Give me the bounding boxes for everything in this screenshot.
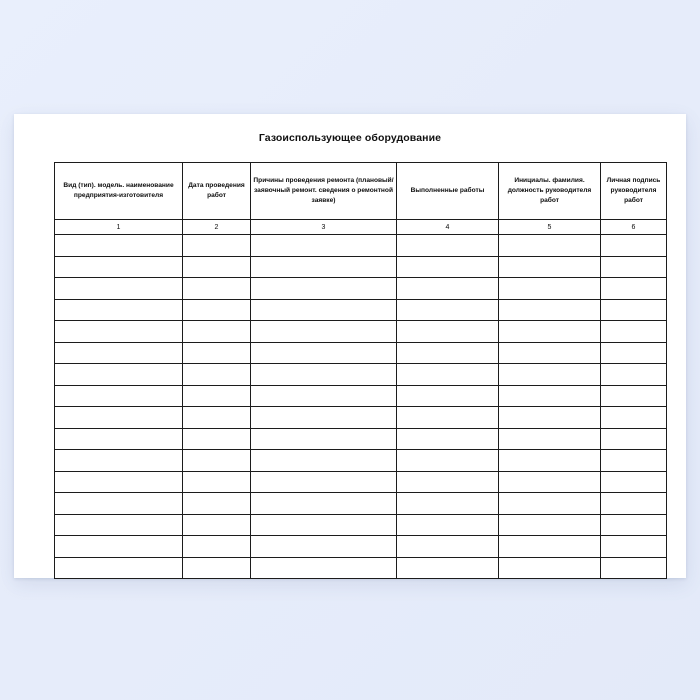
table-row bbox=[55, 471, 667, 493]
table-header-row bbox=[55, 163, 667, 220]
cell-works-done[interactable] bbox=[397, 364, 499, 386]
cell-reason[interactable] bbox=[251, 278, 397, 300]
register-table bbox=[54, 162, 667, 579]
cell-supervisor[interactable] bbox=[499, 321, 601, 343]
table-row bbox=[55, 256, 667, 278]
table-body bbox=[55, 235, 667, 579]
cell-reason[interactable] bbox=[251, 299, 397, 321]
cell-signature[interactable] bbox=[601, 514, 667, 536]
cell-reason[interactable] bbox=[251, 514, 397, 536]
cell-date[interactable] bbox=[183, 321, 251, 343]
cell-equipment[interactable] bbox=[55, 407, 183, 429]
column-header-supervisor: Инициалы. фамилия. должность руководителя работ bbox=[499, 163, 601, 220]
document-sheet bbox=[14, 114, 686, 578]
cell-reason[interactable] bbox=[251, 256, 397, 278]
cell-works-done[interactable] bbox=[397, 299, 499, 321]
column-number-row bbox=[55, 220, 667, 235]
cell-equipment[interactable] bbox=[55, 471, 183, 493]
cell-supervisor[interactable] bbox=[499, 493, 601, 515]
cell-reason[interactable] bbox=[251, 321, 397, 343]
cell-signature[interactable] bbox=[601, 385, 667, 407]
table-row bbox=[55, 364, 667, 386]
cell-supervisor[interactable] bbox=[499, 536, 601, 558]
cell-equipment[interactable] bbox=[55, 536, 183, 558]
cell-equipment[interactable] bbox=[55, 342, 183, 364]
cell-reason[interactable] bbox=[251, 471, 397, 493]
table-row bbox=[55, 299, 667, 321]
table-row bbox=[55, 278, 667, 300]
column-header-equipment: Вид (тип). модель. наименование предприятия-изготовителя bbox=[55, 163, 183, 220]
table-row bbox=[55, 385, 667, 407]
column-number-1: 1 bbox=[55, 220, 183, 235]
cell-signature[interactable] bbox=[601, 364, 667, 386]
cell-equipment[interactable] bbox=[55, 385, 183, 407]
cell-reason[interactable] bbox=[251, 342, 397, 364]
column-number-4: 4 bbox=[397, 220, 499, 235]
cell-works-done[interactable] bbox=[397, 557, 499, 579]
cell-works-done[interactable] bbox=[397, 493, 499, 515]
cell-date[interactable] bbox=[183, 493, 251, 515]
cell-supervisor[interactable] bbox=[499, 364, 601, 386]
cell-supervisor[interactable] bbox=[499, 407, 601, 429]
page-title: Газоиспользующее оборудование bbox=[258, 132, 442, 144]
cell-reason[interactable] bbox=[251, 407, 397, 429]
column-header-works-done: Выполненные работы bbox=[397, 163, 499, 220]
cell-date[interactable] bbox=[183, 450, 251, 472]
cell-signature[interactable] bbox=[601, 493, 667, 515]
cell-equipment[interactable] bbox=[55, 278, 183, 300]
cell-works-done[interactable] bbox=[397, 385, 499, 407]
cell-date[interactable] bbox=[183, 299, 251, 321]
cell-equipment[interactable] bbox=[55, 235, 183, 257]
cell-reason[interactable] bbox=[251, 385, 397, 407]
cell-date[interactable] bbox=[183, 256, 251, 278]
cell-signature[interactable] bbox=[601, 278, 667, 300]
cell-reason[interactable] bbox=[251, 450, 397, 472]
register-table-wrapper bbox=[54, 162, 661, 579]
cell-signature[interactable] bbox=[601, 299, 667, 321]
cell-reason[interactable] bbox=[251, 557, 397, 579]
cell-equipment[interactable] bbox=[55, 256, 183, 278]
cell-supervisor[interactable] bbox=[499, 299, 601, 321]
column-number-6: 6 bbox=[601, 220, 667, 235]
cell-works-done[interactable] bbox=[397, 256, 499, 278]
cell-signature[interactable] bbox=[601, 321, 667, 343]
cell-signature[interactable] bbox=[601, 557, 667, 579]
cell-signature[interactable] bbox=[601, 428, 667, 450]
cell-supervisor[interactable] bbox=[499, 256, 601, 278]
cell-works-done[interactable] bbox=[397, 278, 499, 300]
cell-works-done[interactable] bbox=[397, 450, 499, 472]
table-row bbox=[55, 321, 667, 343]
cell-supervisor[interactable] bbox=[499, 450, 601, 472]
cell-signature[interactable] bbox=[601, 407, 667, 429]
cell-supervisor[interactable] bbox=[499, 385, 601, 407]
column-number-5: 5 bbox=[499, 220, 601, 235]
cell-signature[interactable] bbox=[601, 342, 667, 364]
cell-date[interactable] bbox=[183, 235, 251, 257]
cell-works-done[interactable] bbox=[397, 321, 499, 343]
cell-reason[interactable] bbox=[251, 364, 397, 386]
cell-reason[interactable] bbox=[251, 428, 397, 450]
cell-supervisor[interactable] bbox=[499, 471, 601, 493]
cell-date[interactable] bbox=[183, 278, 251, 300]
cell-works-done[interactable] bbox=[397, 235, 499, 257]
cell-works-done[interactable] bbox=[397, 536, 499, 558]
table-row bbox=[55, 493, 667, 515]
cell-date[interactable] bbox=[183, 342, 251, 364]
cell-supervisor[interactable] bbox=[499, 342, 601, 364]
table-row bbox=[55, 235, 667, 257]
cell-equipment[interactable] bbox=[55, 428, 183, 450]
cell-signature[interactable] bbox=[601, 471, 667, 493]
cell-signature[interactable] bbox=[601, 235, 667, 257]
cell-works-done[interactable] bbox=[397, 407, 499, 429]
cell-reason[interactable] bbox=[251, 536, 397, 558]
column-number-2: 2 bbox=[183, 220, 251, 235]
cell-supervisor[interactable] bbox=[499, 514, 601, 536]
table-row bbox=[55, 407, 667, 429]
cell-works-done[interactable] bbox=[397, 428, 499, 450]
cell-equipment[interactable] bbox=[55, 299, 183, 321]
cell-reason[interactable] bbox=[251, 235, 397, 257]
cell-equipment[interactable] bbox=[55, 493, 183, 515]
cell-date[interactable] bbox=[183, 428, 251, 450]
table-row bbox=[55, 557, 667, 579]
table-row bbox=[55, 450, 667, 472]
cell-works-done[interactable] bbox=[397, 342, 499, 364]
cell-date[interactable] bbox=[183, 471, 251, 493]
column-header-reason: Причины проведения ремонта (плановый/заявочный ремонт. сведения о ремонтной заявке) bbox=[251, 163, 397, 220]
cell-equipment[interactable] bbox=[55, 364, 183, 386]
column-header-signature: Личная подпись руководителя работ bbox=[601, 163, 667, 220]
column-number-3: 3 bbox=[251, 220, 397, 235]
table-row bbox=[55, 514, 667, 536]
cell-equipment[interactable] bbox=[55, 557, 183, 579]
cell-supervisor[interactable] bbox=[499, 557, 601, 579]
table-row bbox=[55, 536, 667, 558]
cell-equipment[interactable] bbox=[55, 450, 183, 472]
cell-date[interactable] bbox=[183, 536, 251, 558]
cell-supervisor[interactable] bbox=[499, 235, 601, 257]
cell-signature[interactable] bbox=[601, 536, 667, 558]
cell-date[interactable] bbox=[183, 557, 251, 579]
cell-reason[interactable] bbox=[251, 493, 397, 515]
column-header-date: Дата проведения работ bbox=[183, 163, 251, 220]
table-row bbox=[55, 342, 667, 364]
cell-works-done[interactable] bbox=[397, 471, 499, 493]
cell-equipment[interactable] bbox=[55, 514, 183, 536]
cell-date[interactable] bbox=[183, 514, 251, 536]
table-row bbox=[55, 428, 667, 450]
cell-signature[interactable] bbox=[601, 256, 667, 278]
cell-works-done[interactable] bbox=[397, 514, 499, 536]
cell-equipment[interactable] bbox=[55, 321, 183, 343]
cell-date[interactable] bbox=[183, 385, 251, 407]
cell-signature[interactable] bbox=[601, 450, 667, 472]
cell-date[interactable] bbox=[183, 407, 251, 429]
cell-date[interactable] bbox=[183, 364, 251, 386]
cell-supervisor[interactable] bbox=[499, 428, 601, 450]
cell-supervisor[interactable] bbox=[499, 278, 601, 300]
